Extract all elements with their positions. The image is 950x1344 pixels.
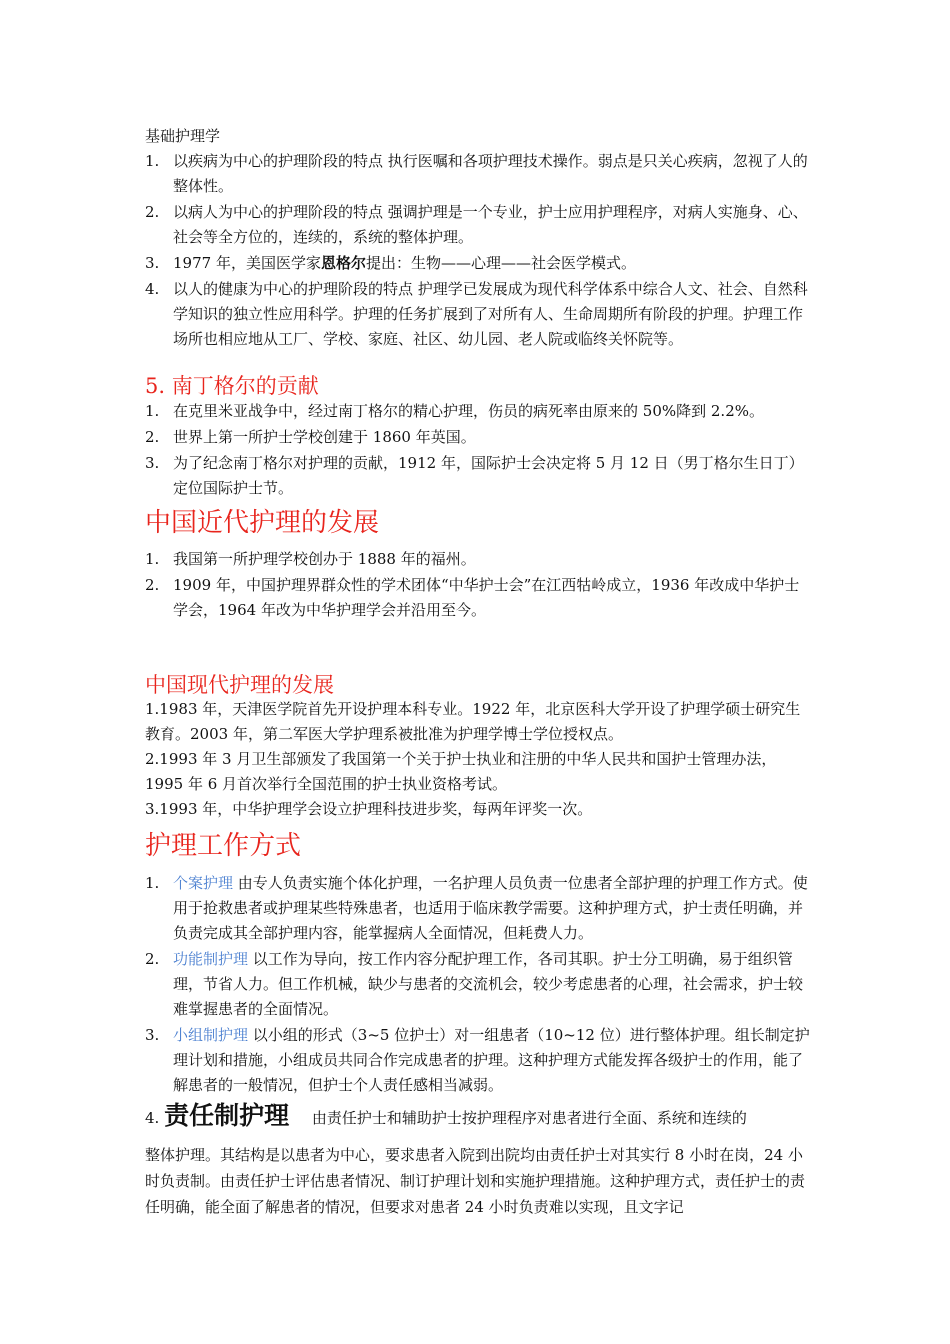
heading-work-modes: 护理工作方式 (145, 831, 302, 861)
term-team-nursing: 小组制护理 (173, 1026, 249, 1044)
list-number: 4. (145, 280, 160, 298)
heading-modern-early: 中国近代护理的发展 (145, 508, 380, 538)
heading-nightingale: 5. 南丁格尔的贡献 (145, 374, 319, 398)
modern-paragraph-3: 3.1993 年，中华护理学会设立护理科技进步奖，每两年评奖一次。 (145, 800, 593, 818)
list-text: 世界上第一所护士学校创建于 1860 年英国。 (173, 428, 476, 446)
list-number: 1. (145, 402, 160, 420)
list-text: 提出：生物——心理——社会医学模式。 (365, 254, 636, 272)
list-item (145, 451, 810, 501)
list-item (145, 200, 810, 250)
term-functional-nursing: 功能制护理 (173, 950, 249, 968)
list-text: 1977 年，美国医学家 (173, 254, 321, 272)
list-number: 1. (145, 874, 160, 892)
nightingale-list (145, 399, 810, 502)
list-number: 4. (145, 1109, 160, 1127)
list-number: 3. (145, 454, 160, 472)
list-text: 以病人为中心的护理阶段的特点 强调护理是一个专业，护士应用护理程序，对病人实施身、心、社会等全方位的，连续的，系统的整体护理。 (173, 203, 808, 246)
list-number: 3. (145, 1026, 160, 1044)
heading-modern-current: 中国现代护理的发展 (145, 673, 334, 697)
list-number: 2. (145, 203, 160, 221)
list-item (145, 1023, 810, 1098)
list-item (145, 251, 810, 276)
term-case-nursing: 个案护理 (173, 874, 234, 892)
intro-list (145, 149, 810, 353)
list-text: 以小组的形式（3~5 位护士）对一组患者（10~12 位）进行整体护理。组长制定护理计划和措施，小组成员共同合作完成患者的护理。这种护理方式能发挥各级护士的作用，能了解患者的一般情况，但护士个人责任感相当减弱。 (173, 1026, 810, 1094)
list-item (145, 149, 810, 199)
list-number: 2. (145, 428, 160, 446)
primary-nursing-lead: 由责任护士和辅助护士按护理程序对患者进行全面、系统和连续的 (311, 1109, 747, 1127)
list-text-bold: 恩格尔 (320, 254, 366, 272)
list-item (145, 947, 810, 1022)
list-item (145, 573, 810, 623)
primary-nursing-heading-line (145, 1103, 810, 1131)
work-modes-list (145, 871, 810, 1099)
list-item (145, 547, 810, 572)
primary-nursing-body: 整体护理。其结构是以患者为中心，要求患者入院到出院均由责任护士对其实行 8 小时在岗，24 小时负责制。由责任护士评估患者情况、制订护理计划和实施护理措施。这种护理方式，责任护士的责任明确，能全面了解患者的情况，但要求对患者 24 小时负责难以实现，且文字记 (145, 1146, 806, 1216)
list-text: 为了纪念南丁格尔对护理的贡献，1912 年，国际护士会决定将 5 月 12 日（男丁格尔生日丁）定位国际护士节。 (173, 454, 804, 497)
list-text: 以人的健康为中心的护理阶段的特点 护理学已发展成为现代科学体系中综合人文、社会、自然科学知识的独立性应用科学。护理的任务扩展到了对所有人、生命周期所有阶段的护理。护理工作场所也相应地从工厂、学校、家庭、社区、幼儿园、老人院或临终关怀院等。 (173, 280, 808, 348)
list-number: 1. (145, 152, 160, 170)
list-item (145, 425, 810, 450)
list-item (145, 277, 810, 352)
list-text: 由专人负责实施个体化护理，一名护理人员负责一位患者全部护理的护理工作方式。使用于抢救患者或护理某些特殊患者，也适用于临床教学需要。这种护理方式，护士责任明确，并负责完成其全部护理内容，能掌握病人全面情况，但耗费人力。 (173, 874, 808, 942)
list-number: 3. (145, 254, 160, 272)
list-number: 2. (145, 950, 160, 968)
list-text: 以疾病为中心的护理阶段的特点 执行医嘱和各项护理技术操作。弱点是只关心疾病，忽视了人的整体性。 (173, 152, 808, 195)
modern-paragraph-2: 2.1993 年 3 月卫生部颁发了我国第一个关于护士执业和注册的中华人民共和国护士管理办法，1995 年 6 月首次举行全国范围的护士执业资格考试。 (145, 750, 777, 793)
modern-paragraph-1: 1.1983 年，天津医学院首先开设护理本科专业。1922 年，北京医科大学开设了护理学硕士研究生教育。2003 年，第二军医大学护理系被批准为护理学博士学位授权点。 (145, 700, 801, 743)
list-text: 1909 年，中国护理界群众性的学术团体“中华护士会”在江西牯岭成立，1936 年改成中华护士学会，1964 年改为中华护理学会并沿用至今。 (173, 576, 800, 619)
list-number: 1. (145, 550, 160, 568)
term-primary-nursing: 责任制护理 (164, 1101, 290, 1130)
list-text: 以工作为导向，按工作内容分配护理工作，各司其职。护士分工明确，易于组织管理，节省人力。但工作机械，缺少与患者的交流机会，较少考虑患者的心理，社会需求，护士较难掌握患者的全面情况。 (173, 950, 804, 1018)
document-title: 基础护理学 (145, 127, 221, 145)
list-text: 在克里米亚战争中，经过南丁格尔的精心护理，伤员的病死率由原来的 50%降到 2.2%。 (173, 402, 764, 420)
modern-early-list (145, 547, 810, 624)
list-text: 我国第一所护理学校创办于 1888 年的福州。 (173, 550, 476, 568)
list-number: 2. (145, 576, 160, 594)
list-item (145, 399, 810, 424)
list-item (145, 871, 810, 946)
